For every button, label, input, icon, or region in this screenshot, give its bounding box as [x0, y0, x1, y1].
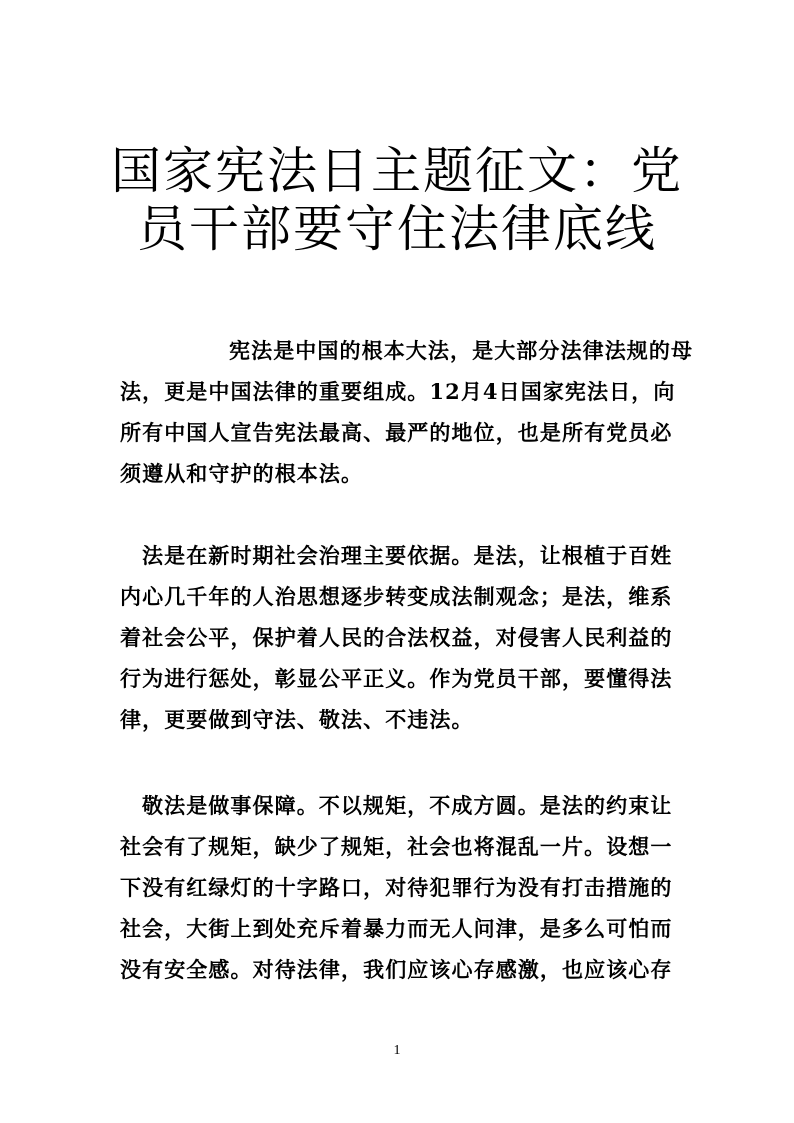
- paragraph-line: 社会，大街上到处充斥着暴力而无人问津，是多么可怕而: [120, 916, 673, 941]
- paragraph-line: 内心几千年的人治思想逐步转变成法制观念；是法，维系: [120, 584, 673, 609]
- paragraph-line: 须遵从和守护的根本法。: [120, 461, 364, 486]
- title-line-1: 国家宪法日主题征文：党: [111, 142, 683, 200]
- page-number: 1: [393, 1043, 401, 1058]
- paragraph-1: [120, 330, 694, 494]
- document-title: [110, 142, 684, 258]
- paragraph-line: 敬法是做事保障。不以规矩，不成方圆。是法的约束让: [142, 793, 673, 818]
- paragraph-line: 法，更是中国法律的重要组成。12月4日国家宪法日，向: [120, 379, 676, 404]
- paragraph-line: 着社会公平，保护着人民的合法权益，对侵害人民利益的: [120, 625, 673, 650]
- paragraph-line: 宪法是中国的根本大法，是大部分法律法规的母: [229, 338, 694, 363]
- paragraph-line: 下没有红绿灯的十字路口，对待犯罪行为没有打击措施的: [120, 875, 673, 900]
- paragraph-3: [120, 785, 680, 990]
- paragraph-line: 法是在新时期社会治理主要依据。是法，让根植于百姓: [142, 543, 673, 568]
- paragraph-line: 所有中国人宣告宪法最高、最严的地位，也是所有党员必: [120, 420, 673, 445]
- paragraph-line: 社会有了规矩，缺少了规矩，社会也将混乱一片。设想一: [120, 834, 673, 859]
- title-line-2: 员干部要守住法律底线: [137, 200, 657, 258]
- paragraph-2: [120, 535, 680, 740]
- paragraph-line: 行为进行惩处，彰显公平正义。作为党员干部，要懂得法: [120, 666, 673, 691]
- paragraph-line: 没有安全感。对待法律，我们应该心存感激，也应该心存: [120, 957, 673, 982]
- paragraph-line: 律，更要做到守法、敬法、不违法。: [120, 707, 474, 732]
